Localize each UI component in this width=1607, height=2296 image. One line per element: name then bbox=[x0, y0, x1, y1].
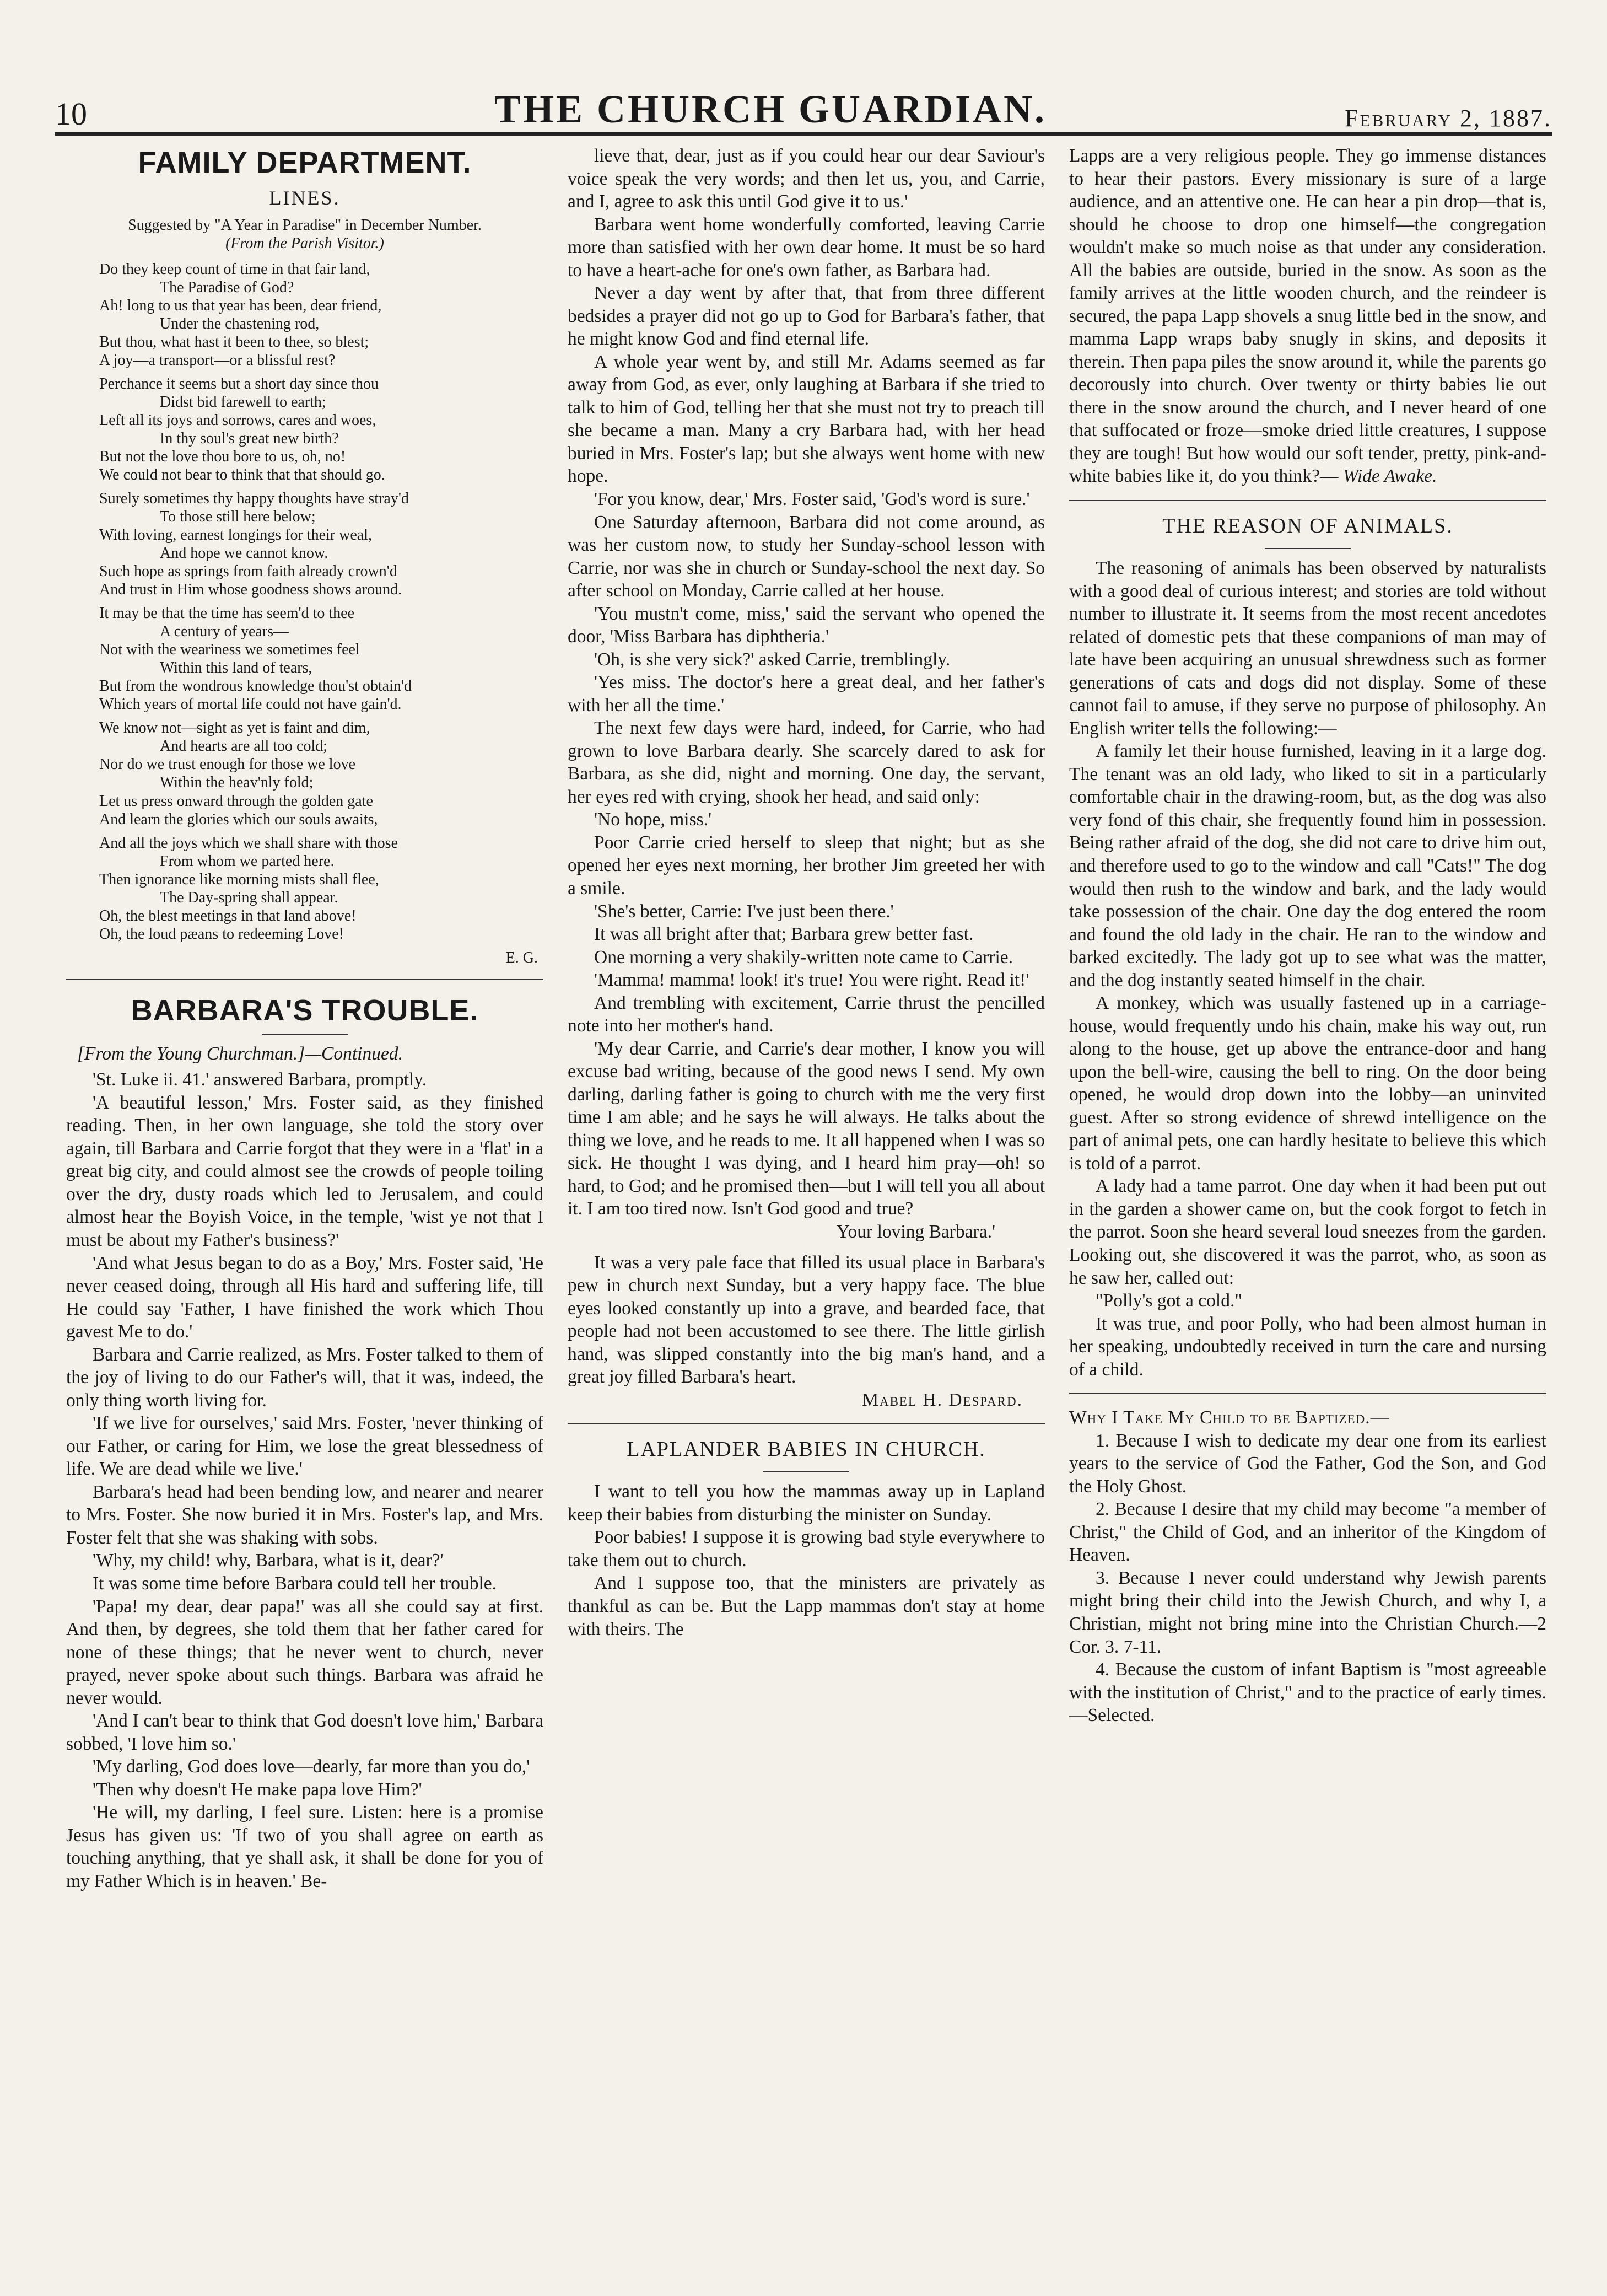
poem-line: And all the joys which we shall share with those bbox=[99, 834, 398, 852]
issue-date: February 2, 1887. bbox=[1345, 105, 1552, 132]
barbara-paragraph: 'No hope, miss.' bbox=[594, 809, 712, 830]
poem-line: Nor do we trust enough for those we love bbox=[99, 756, 356, 773]
baptism-item: 1. Because I wish to dedicate my dear one from its earliest years to the service of God the Father, God the Son, and God the Holy Ghost. bbox=[1069, 1430, 1546, 1497]
animals-paragraph: It was true, and poor Polly, who had been almost human in her speaking, undoubtedly received in turn the care and nursing of a child. bbox=[1069, 1313, 1546, 1380]
poem-line: Oh, the loud pæans to redeeming Love! bbox=[99, 925, 344, 943]
poem-stanza bbox=[66, 834, 543, 943]
barbara-paragraph: 'Papa! my dear, dear papa!' was all she could say at first. And then, by degrees, she told them that her father cared for none of these things; that he never went to church, never prayed, never spoke about such things. Barbara was afraid he never would. bbox=[66, 1596, 543, 1708]
poem-line: We could not bear to think that that should go. bbox=[99, 466, 385, 483]
poem-line: With loving, earnest longings for their weal, bbox=[99, 526, 372, 544]
poem-source: (From the Parish Visitor.) bbox=[225, 234, 384, 252]
animals-paragraph: A lady had a tame parrot. One day when it had been put out in the garden a shower came on, but the cook forgot to fetch in the parrot. Soon she heard several loud sneezes from the garden. Looking out, she discovered it was the parrot, who, as soon as he saw her, called out: bbox=[1069, 1176, 1546, 1288]
animals-paragraph: "Polly's got a cold." bbox=[1096, 1291, 1243, 1311]
animals-heading: THE REASON OF ANIMALS. bbox=[1162, 514, 1453, 537]
column-2 bbox=[568, 144, 1045, 2252]
barbara-paragraph: One Saturday afternoon, Barbara did not come around, as was her custom now, to study her Sunday-school lesson with Carrie, nor was she in church or Sunday-school the next day. So after school on Monday, Carrie called at her house. bbox=[568, 512, 1045, 601]
poem-line: From whom we parted here. bbox=[160, 852, 335, 870]
laplander-text-col2 bbox=[568, 1480, 1045, 1641]
laplander-paragraph: I want to tell you how the mammas away up in Lapland keep their babies from disturbing the minister on Sunday. bbox=[568, 1481, 1045, 1525]
barbara-paragraph: 'My dear Carrie, and Carrie's dear mother, I know you will excuse bad writing, because of the good news I send. My own darling, darling father is going to church with me the very first time I am able; and he says he will always. He talks about the thing we love, and he reads to me. It all happened when I was so sick. He thought I was dying, and I heard him pray—oh! so hard, to God; and he promised then—but I will tell you all about it. I am too tired now. Isn't God good and true? bbox=[568, 1038, 1045, 1219]
barbara-source: [From the Young Churchman.]—Continued. bbox=[77, 1043, 403, 1064]
baptism-list bbox=[1069, 1429, 1546, 1727]
poem-line: We know not—sight as yet is faint and dim, bbox=[99, 719, 370, 737]
barbara-paragraph: 'Then why doesn't He make papa love Him?' bbox=[93, 1779, 422, 1800]
barbara-paragraph: 'He will, my darling, I feel sure. Listen: here is a promise Jesus has given us: 'If two of you shall agree on earth as touching anything, that ye shall ask, it shall be done for you of my Father Which is in heaven.' Be- bbox=[66, 1802, 543, 1891]
poem-line: But not the love thou bore to us, oh, no! bbox=[99, 448, 346, 465]
poem-line: A century of years— bbox=[160, 623, 289, 641]
poem-body bbox=[66, 260, 543, 943]
poem-stanza bbox=[66, 604, 543, 713]
barbara-paragraph: lieve that, dear, just as if you could hear our dear Saviour's voice speak the very words; and then let us, you, and Carrie, and I, agree to ask this until God give it to us.' bbox=[568, 146, 1045, 212]
barbara-paragraph: 'Yes miss. The doctor's here a great deal, and her father's with her all the time.' bbox=[568, 672, 1045, 716]
section-divider bbox=[1069, 1393, 1546, 1394]
poem-line: Do they keep count of time in that fair land, bbox=[99, 260, 370, 278]
poem-line: Then ignorance like morning mists shall flee, bbox=[99, 870, 379, 888]
barbara-paragraph: 'She's better, Carrie: I've just been there.' bbox=[594, 901, 894, 922]
barbara-author: Mabel H. Despard. bbox=[862, 1389, 1023, 1410]
poem-signature: E. G. bbox=[505, 949, 538, 966]
barbara-paragraph: It was some time before Barbara could tell her trouble. bbox=[93, 1573, 497, 1594]
poem-line: Left all its joys and sorrows, cares and woes, bbox=[99, 411, 376, 429]
barbara-paragraph: Poor Carrie cried herself to sleep that night; but as she opened her eyes next morning, her brother Jim greeted her with a smile. bbox=[568, 832, 1045, 899]
section-divider bbox=[1069, 500, 1546, 501]
poem-line: But thou, what hast it been to thee, so blest; bbox=[99, 333, 369, 351]
heading-rule bbox=[763, 1471, 849, 1472]
poem-line: Which years of mortal life could not have gain'd. bbox=[99, 696, 402, 713]
family-department-heading: FAMILY DEPARTMENT. bbox=[138, 146, 472, 179]
barbara-closing: It was a very pale face that filled its usual place in Barbara's pew in church next Sunday, but a very happy face. The blue eyes looked constantly up into a grave, and bearded face, that people had not been accustomed to see there. The little girlish hand, was slipped constantly into the big man's hand, and a great joy filled Barbara's heart. bbox=[568, 1252, 1045, 1388]
animals-paragraph: The reasoning of animals has been observed by naturalists with a good deal of curious interest; and stories are told without number to illustrate it. It seems from the most recent ancedotes related of domestic pets that these companions of man may of late have been acquiring an unusual shrewdness such as former generations of cats and dogs did not display. Some of these cannot fail to amuse, if they serve no purpose of philosophy. An English writer tells the following:— bbox=[1069, 558, 1546, 739]
laplander-heading: LAPLANDER BABIES IN CHURCH. bbox=[627, 1438, 986, 1461]
poem-line: Let us press onward through the golden gate bbox=[99, 792, 373, 810]
poem-stanza bbox=[66, 375, 543, 484]
heading-rule bbox=[262, 1034, 348, 1035]
poem-line: Oh, the blest meetings in that land above! bbox=[99, 907, 357, 924]
barbara-heading: BARBARA'S TROUBLE. bbox=[131, 993, 479, 1027]
barbara-paragraph: A whole year went by, and still Mr. Adams seemed as far away from God, as ever, only laughing at Barbara if she tried to talk to him of God, telling her that she must not try to preach till she became a man. Many a cry Barbara had, with her head buried in Mrs. Foster's lap; but she always went home with new hope. bbox=[568, 351, 1045, 487]
barbara-paragraph: Never a day went by after that, that from three different bedsides a prayer did not go up to God for Barbara's father, that he might know God and find eternal life. bbox=[568, 283, 1045, 349]
barbara-paragraph: And trembling with excitement, Carrie thrust the pencilled note into her mother's hand. bbox=[568, 992, 1045, 1036]
poem-line: And hope we cannot know. bbox=[160, 545, 328, 562]
barbara-paragraph: Barbara and Carrie realized, as Mrs. Foster talked to them of the joy of living to do our Father's will, that it was, indeed, the only thing worth living for. bbox=[66, 1344, 543, 1411]
poem-line: Under the chastening rod, bbox=[160, 315, 320, 332]
laplander-continuation: Lapps are a very religious people. They go immense distances to hear their pastors. Every missionary is sure of a large audience, and an attentive one. He can hear a pin drop—that is, should he choose to drop one himself—the congregation wouldn't make so much noise as that under any consideration. All the babies are outside, buried in the snow. As soon as the family arrives at the little wooden church, and the reindeer is secured, the papa Lapp shovels a snug little bed in the snow, and mamma Lapp wraps baby snugly in skins, and deposits it therein. Then papa piles the snow around it, while the parents go decorously into church. Over twenty or thirty babies lie out there in the snow around the church, and I never heard of one that suffocated or froze—smoke dried little creatures, I suppose they are tough! But how would our soft tender, pretty, pink-and-white babies like it, do you think?— bbox=[1069, 146, 1546, 487]
laplander-text-col3 bbox=[1069, 144, 1546, 488]
laplander-source: Wide Awake. bbox=[1342, 466, 1437, 487]
poem-line: And learn the glories which our souls awaits, bbox=[99, 810, 378, 828]
barbara-paragraph: 'St. Luke ii. 41.' answered Barbara, promptly. bbox=[93, 1069, 427, 1090]
poem-stanza bbox=[66, 719, 543, 828]
masthead bbox=[55, 83, 1552, 136]
poem-stanza bbox=[66, 260, 543, 369]
barbara-paragraph: 'If we live for ourselves,' said Mrs. Foster, 'never thinking of our Father, or caring for Him, we lose the great blessedness of life. We are dead while we live.' bbox=[66, 1413, 543, 1480]
animals-paragraph: A monkey, which was usually fastened up in a carriage-house, would frequently undo his chain, make his way out, run along to the house, get up above the entrance-door and hang upon the bell-wire, causing the bell to ring. On the door being opened, he would drop down into the lobby—an uninvited guest. After so strong evidence of shrewd intelligence on the part of animal pets, one can hardly hesitate to believe this which is told of a parrot. bbox=[1069, 993, 1546, 1174]
poem-line: The Day-spring shall appear. bbox=[160, 889, 338, 906]
barbara-paragraph: The next few days were hard, indeed, for Carrie, who had grown to love Barbara dearly. She scarcely dared to ask for Barbara, as she did, night and morning. One day, the servant, her eyes red with crying, shook her head, and said only: bbox=[568, 718, 1045, 807]
barbara-paragraph: 'For you know, dear,' Mrs. Foster said, 'God's word is sure.' bbox=[594, 488, 1030, 509]
poem-line: The Paradise of God? bbox=[160, 278, 294, 296]
poem-line: But from the wondrous knowledge thou'st obtain'd bbox=[99, 677, 412, 695]
baptism-heading: Why I Take My Child to be Baptized.— bbox=[1069, 1407, 1390, 1428]
poem-line: A joy—a transport—or a blissful rest? bbox=[99, 351, 336, 369]
barbara-paragraph: 'Mamma! mamma! look! it's true! You were right. Read it!' bbox=[594, 970, 1029, 991]
poem-line: Within this land of tears, bbox=[160, 659, 312, 677]
barbara-text-col2 bbox=[568, 144, 1045, 1220]
barbara-paragraph: Barbara went home wonderfully comforted, leaving Carrie more than satisfied with her own dear home. It must be so hard to have a heart-ache for one's own father, as Barbara had. bbox=[568, 214, 1045, 281]
poem-line: Within the heav'nly fold; bbox=[160, 774, 314, 792]
poem-line: To those still here below; bbox=[160, 508, 316, 526]
article-columns bbox=[66, 144, 1546, 2252]
barbara-paragraph: 'And I can't bear to think that God doesn't love him,' Barbara sobbed, 'I love him so.' bbox=[66, 1711, 543, 1754]
laplander-paragraph: And I suppose too, that the ministers are privately as thankful as can be. But the Lapp mammas don't stay at home with theirs. The bbox=[568, 1573, 1045, 1639]
barbara-paragraph: One morning a very shakily-written note came to Carrie. bbox=[594, 947, 1013, 967]
barbara-paragraph: Barbara's head had been bending low, and nearer and nearer to Mrs. Foster. She now buried it in Mrs. Foster's lap, and Mrs. Foster felt that she was shaking with sobs. bbox=[66, 1481, 543, 1548]
baptism-item: 3. Because I never could understand why Jewish parents might bring their child into the Jewish Church, and why I, a Christian, might not bring mine into the Christian Church.—2 Cor. 3. 7-11. bbox=[1069, 1567, 1546, 1657]
newspaper-title: THE CHURCH GUARDIAN. bbox=[494, 87, 1047, 131]
barbara-paragraph: It was all bright after that; Barbara grew better fast. bbox=[594, 924, 974, 945]
barbara-paragraph: 'Why, my child! why, Barbara, what is it, dear?' bbox=[93, 1550, 444, 1571]
barbara-paragraph: 'You mustn't come, miss,' said the servant who opened the door, 'Miss Barbara has diphtheria.' bbox=[568, 603, 1045, 647]
animals-paragraph: A family let their house furnished, leaving in it a large dog. The tenant was an old lady, who liked to sit in a particularly comfortable chair in the drawing-room, but, as the dog was also very fond of this chair, she frequently found him in possession. Being rather afraid of the dog, she did not care to drive him out, and therefore used to go to the window and call "Cats!" The dog would then rush to the window and bark, and the lady would take possession of the chair. One day the dog entered the room and found the old lady in the chair. He ran to the window and barked excitedly. The lady got up to see what was the matter, and the dog instantly seated himself in the chair. bbox=[1069, 741, 1546, 991]
section-divider bbox=[66, 979, 543, 980]
poem-title: LINES. bbox=[269, 186, 341, 209]
page-number: 10 bbox=[55, 96, 87, 132]
poem-line: It may be that the time has seem'd to thee bbox=[99, 605, 355, 622]
poem-line: Such hope as springs from faith already crown'd bbox=[99, 563, 397, 580]
section-divider bbox=[568, 1423, 1045, 1424]
barbara-paragraph: 'My darling, God does love—dearly, far more than you do,' bbox=[93, 1756, 530, 1777]
barbara-text-col1 bbox=[66, 1068, 543, 1892]
column-1 bbox=[66, 144, 543, 2252]
poem-line: Ah! long to us that year has been, dear friend, bbox=[99, 297, 382, 314]
poem-line: Surely sometimes thy happy thoughts have stray'd bbox=[99, 490, 409, 508]
poem-line: In thy soul's great new birth? bbox=[160, 429, 339, 447]
animals-text bbox=[1069, 557, 1546, 1381]
poem-line: And hearts are all too cold; bbox=[160, 738, 328, 755]
barbara-paragraph: 'A beautiful lesson,' Mrs. Foster said, as they finished reading. Then, in her own language, she told the story over again, till Barbara and Carrie forgot that they were in a 'flat' in a great big city, and could almost see the crowds of people toiling over the dry, dusty roads which led to Jerusalem, and could almost hear the Boyish Voice, in the temple, 'wist ye not that I must be about my Father's business?' bbox=[66, 1092, 543, 1250]
barbara-paragraph: 'And what Jesus began to do as a Boy,' Mrs. Foster said, 'He never ceased doing, through all His hard and suffering life, till He could say 'Father, I have finished the work which Thou gavest Me to do.' bbox=[66, 1252, 543, 1342]
laplander-paragraph: Poor babies! I suppose it is growing bad style everywhere to take them out to church. bbox=[568, 1527, 1045, 1571]
poem-stanza bbox=[66, 490, 543, 599]
poem-line: Didst bid farewell to earth; bbox=[160, 393, 326, 411]
heading-rule bbox=[1265, 548, 1351, 549]
baptism-item: 4. Because the custom of infant Baptism is "most agreeable with the institution of Christ," and to the practice of early times.—Selected. bbox=[1069, 1659, 1546, 1726]
poem-line: Perchance it seems but a short day since thou bbox=[99, 375, 379, 392]
letter-signature: Your loving Barbara.' bbox=[836, 1221, 995, 1242]
barbara-paragraph: 'Oh, is she very sick?' asked Carrie, tremblingly. bbox=[594, 649, 951, 670]
column-3 bbox=[1069, 144, 1546, 2252]
baptism-item: 2. Because I desire that my child may become "a member of Christ," the Child of God, and an inheritor of the Kingdom of Heaven. bbox=[1069, 1499, 1546, 1566]
poem-suggested-note: Suggested by "A Year in Paradise" in December Number. bbox=[128, 216, 482, 234]
poem-line: And trust in Him whose goodness shows around. bbox=[99, 581, 402, 599]
poem-line: Not with the weariness we sometimes feel bbox=[99, 641, 360, 659]
